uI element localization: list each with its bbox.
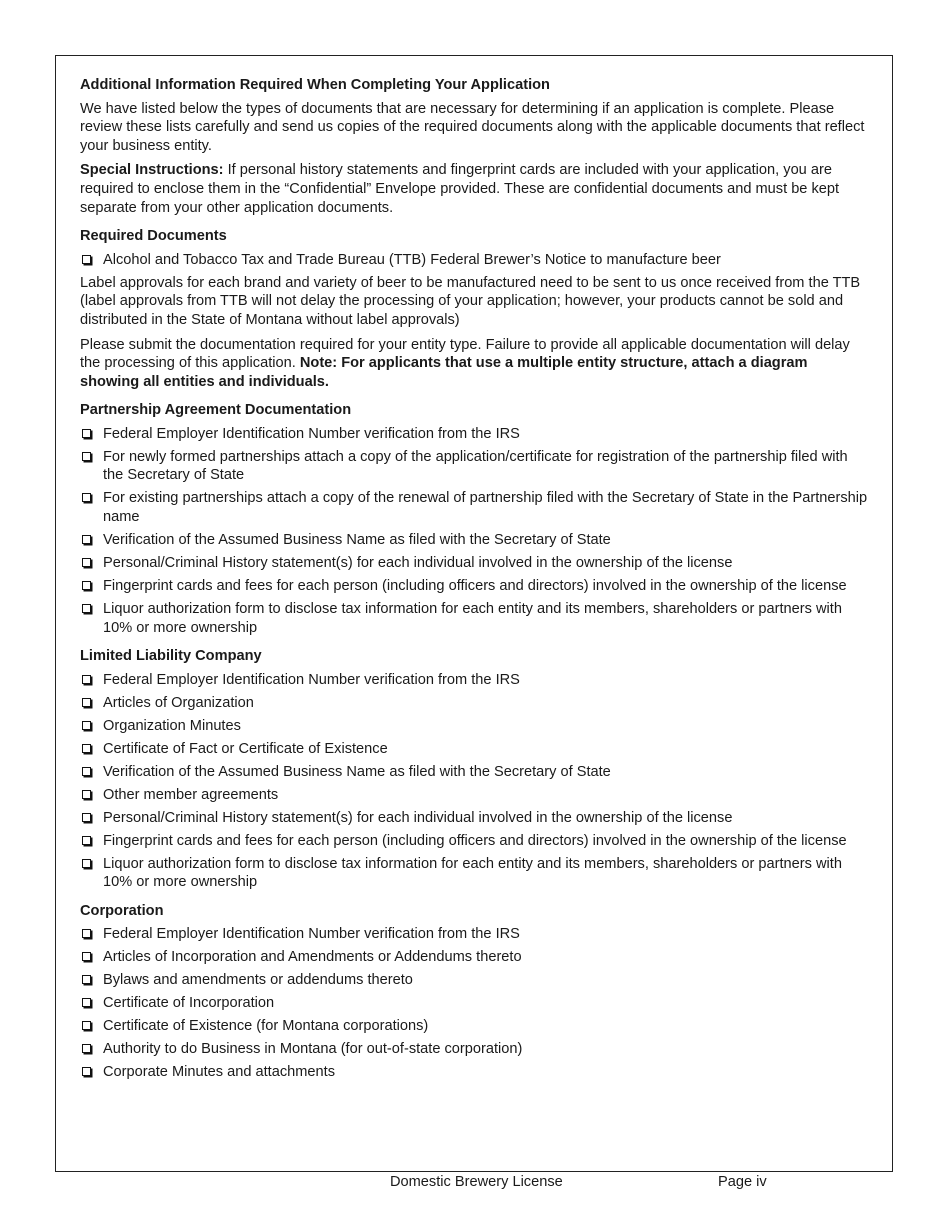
checklist-item-text: Other member agreements bbox=[103, 786, 279, 803]
checklist-item bbox=[80, 1040, 870, 1059]
checklist-item-text: Alcohol and Tobacco Tax and Trade Bureau (TTB) Federal Brewer’s Notice to manufacture beer bbox=[103, 251, 721, 268]
document-body bbox=[80, 76, 870, 1086]
checklist-item bbox=[80, 489, 870, 526]
checklist-item bbox=[80, 1017, 870, 1036]
checklist-item-text: Certificate of Incorporation bbox=[103, 995, 275, 1012]
checklist-item bbox=[80, 1063, 870, 1082]
checklist-item bbox=[80, 832, 870, 851]
partnership-heading: Partnership Agreement Documentation bbox=[80, 402, 352, 419]
submit-text: Please submit the documentation required for your entity type. Failure to provide all applicable documentation will delay the processing of this application. bbox=[80, 336, 850, 372]
checkbox-icon bbox=[82, 767, 91, 776]
checkbox-icon bbox=[82, 813, 91, 822]
checkbox-icon bbox=[82, 929, 91, 938]
checklist-item-text: Federal Employer Identification Number verification from the IRS bbox=[103, 926, 520, 943]
checklist-item bbox=[80, 554, 870, 573]
checkbox-icon bbox=[82, 255, 91, 264]
checklist-item-text: Federal Employer Identification Number verification from the IRS bbox=[103, 671, 520, 688]
checkbox-icon bbox=[82, 1044, 91, 1053]
checkbox-icon bbox=[82, 790, 91, 799]
checklist-item bbox=[80, 855, 870, 892]
checkbox-icon bbox=[82, 429, 91, 438]
footer-page-number: Page iv bbox=[718, 1174, 767, 1190]
llc-list bbox=[80, 671, 870, 892]
checklist-item-text: Articles of Incorporation and Amendments or Addendums thereto bbox=[103, 949, 522, 966]
checklist-item bbox=[80, 577, 870, 596]
checklist-item bbox=[80, 531, 870, 550]
checklist-item-text: Certificate of Existence (for Montana corporations) bbox=[103, 1018, 429, 1035]
special-instructions-text: If personal history statements and fingerprint cards are included with your application, you are required to enclose them in the “Confidential” Envelope provided. These are confidential documents and must be kept separate from your other application documents. bbox=[80, 162, 840, 216]
required-documents-heading: Required Documents bbox=[80, 228, 227, 245]
checklist-item bbox=[80, 948, 870, 967]
checkbox-icon bbox=[82, 952, 91, 961]
label-approvals-paragraph: Label approvals for each brand and variety of beer to be manufactured need to be sent to us once received from the TTB (label approvals from TTB will not delay the processing of your application; however, your products cannot be sold and distributed in the State of Montana without label approvals) bbox=[80, 274, 861, 328]
corporation-heading: Corporation bbox=[80, 902, 164, 919]
checklist-item bbox=[80, 448, 870, 485]
checklist-item bbox=[80, 925, 870, 944]
checkbox-icon bbox=[82, 698, 91, 707]
checklist-item bbox=[80, 786, 870, 805]
checklist-item-text: Liquor authorization form to disclose tax information for each entity and its members, shareholders or partners with 10% or more ownership bbox=[103, 855, 842, 891]
checkbox-icon bbox=[82, 604, 91, 613]
checklist-item-text: Authority to do Business in Montana (for out-of-state corporation) bbox=[103, 1041, 523, 1058]
checklist-item-text: For existing partnerships attach a copy of the renewal of partnership filed with the Secretary of State in the Partnership name bbox=[103, 490, 868, 526]
checklist-item-text: Articles of Organization bbox=[103, 694, 254, 711]
checkbox-icon bbox=[82, 535, 91, 544]
special-instructions bbox=[80, 161, 870, 217]
checkbox-icon bbox=[82, 1021, 91, 1030]
checklist-item-text: Corporate Minutes and attachments bbox=[103, 1064, 336, 1081]
checkbox-icon bbox=[82, 493, 91, 502]
checklist-item bbox=[80, 671, 870, 690]
checklist-item-text: Fingerprint cards and fees for each person (including officers and directors) involved in the ownership of the license bbox=[103, 578, 847, 594]
checkbox-icon bbox=[82, 558, 91, 567]
checklist-item bbox=[80, 251, 870, 270]
checklist-item-text: Liquor authorization form to disclose tax information for each entity and its members, shareholders or partners with 10% or more ownership bbox=[103, 600, 842, 636]
checklist-item bbox=[80, 994, 870, 1013]
page-heading: Additional Information Required When Completing Your Application bbox=[80, 77, 550, 93]
footer-title: Domestic Brewery License bbox=[390, 1174, 563, 1190]
partnership-list bbox=[80, 425, 870, 637]
checklist-item-text: Verification of the Assumed Business Name as filed with the Secretary of State bbox=[103, 763, 611, 780]
required-documents-list bbox=[80, 251, 870, 270]
checklist-item bbox=[80, 809, 870, 828]
checklist-item-text: Personal/Criminal History statement(s) for each individual involved in the ownership of the license bbox=[103, 555, 733, 572]
intro-paragraph: We have listed below the types of documents that are necessary for determining if an application is complete. Please review these lists carefully and send us copies of the required documents along with the applicable documents that reflect your business entity. bbox=[80, 100, 865, 154]
checkbox-icon bbox=[82, 744, 91, 753]
checklist-item bbox=[80, 763, 870, 782]
checklist-item-text: For newly formed partnerships attach a copy of the application/certificate for registration of the partnership filed with the Secretary of State bbox=[103, 448, 848, 484]
checklist-item-text: Certificate of Fact or Certificate of Existence bbox=[103, 740, 388, 757]
checkbox-icon bbox=[82, 975, 91, 984]
page-border bbox=[55, 55, 893, 1172]
checklist-item bbox=[80, 600, 870, 637]
checklist-item bbox=[80, 971, 870, 990]
llc-heading: Limited Liability Company bbox=[80, 648, 262, 665]
checklist-item-text: Personal/Criminal History statement(s) for each individual involved in the ownership of the license bbox=[103, 809, 733, 826]
checklist-item bbox=[80, 425, 870, 444]
checklist-item-text: Bylaws and amendments or addendums thereto bbox=[103, 972, 413, 989]
checklist-item bbox=[80, 694, 870, 713]
checkbox-icon bbox=[82, 998, 91, 1007]
submit-note: Note: For applicants that use a multiple entity structure, attach a diagram showing all entities and individuals. bbox=[80, 355, 808, 390]
checklist-item-text: Organization Minutes bbox=[103, 717, 241, 734]
checklist-item-text: Verification of the Assumed Business Name as filed with the Secretary of State bbox=[103, 532, 611, 549]
checklist-item-text: Federal Employer Identification Number verification from the IRS bbox=[103, 425, 520, 442]
special-instructions-label: Special Instructions: bbox=[80, 162, 224, 179]
checkbox-icon bbox=[82, 675, 91, 684]
submit-paragraph bbox=[80, 336, 870, 392]
checkbox-icon bbox=[82, 721, 91, 730]
checkbox-icon bbox=[82, 1067, 91, 1076]
corporation-list bbox=[80, 925, 870, 1082]
checklist-item-text: Fingerprint cards and fees for each person (including officers and directors) involved in the ownership of the license bbox=[103, 832, 847, 849]
checklist-item bbox=[80, 717, 870, 736]
checklist-item bbox=[80, 740, 870, 759]
checkbox-icon bbox=[82, 581, 91, 590]
checkbox-icon bbox=[82, 836, 91, 845]
checkbox-icon bbox=[82, 452, 91, 461]
checkbox-icon bbox=[82, 859, 91, 868]
